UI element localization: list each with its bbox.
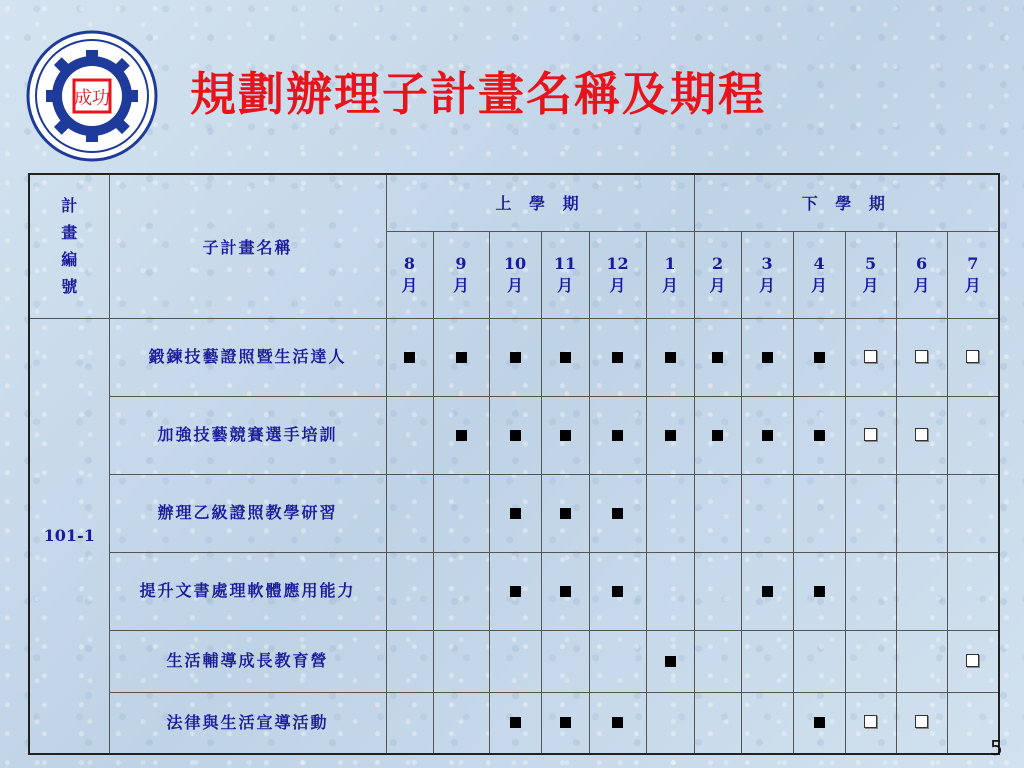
header-month: 4 月 bbox=[793, 231, 845, 318]
schedule-cell bbox=[741, 630, 793, 692]
schedule-cell bbox=[589, 552, 646, 630]
schedule-cell bbox=[694, 630, 741, 692]
school-logo bbox=[26, 30, 158, 162]
plan-code: 101-1 bbox=[29, 318, 109, 754]
schedule-cell bbox=[896, 692, 947, 754]
schedule-cell bbox=[646, 396, 694, 474]
schedule-cell bbox=[541, 630, 589, 692]
schedule-cell bbox=[386, 318, 433, 396]
empty-square-icon bbox=[864, 428, 877, 441]
schedule-cell bbox=[845, 396, 896, 474]
header-month: 12 月 bbox=[589, 231, 646, 318]
filled-square-icon bbox=[665, 352, 676, 363]
schedule-cell bbox=[433, 318, 489, 396]
schedule-cell bbox=[489, 396, 541, 474]
schedule-cell bbox=[694, 692, 741, 754]
schedule-cell bbox=[741, 692, 793, 754]
header-month: 11 月 bbox=[541, 231, 589, 318]
schedule-cell bbox=[489, 552, 541, 630]
header-month: 9 月 bbox=[433, 231, 489, 318]
subplan-name: 法律與生活宣導活動 bbox=[109, 692, 386, 754]
filled-square-icon bbox=[612, 508, 623, 519]
schedule-cell bbox=[386, 396, 433, 474]
filled-square-icon bbox=[456, 430, 467, 441]
schedule-cell bbox=[433, 630, 489, 692]
filled-square-icon bbox=[612, 352, 623, 363]
filled-square-icon bbox=[510, 586, 521, 597]
schedule-cell bbox=[793, 474, 845, 552]
header-first-semester: 上 學 期 bbox=[386, 174, 694, 231]
table-row bbox=[29, 692, 999, 754]
schedule-cell bbox=[433, 396, 489, 474]
subplan-name: 鍛鍊技藝證照暨生活達人 bbox=[109, 318, 386, 396]
table-row bbox=[29, 318, 999, 396]
schedule-cell bbox=[589, 396, 646, 474]
schedule-cell bbox=[589, 318, 646, 396]
filled-square-icon bbox=[712, 352, 723, 363]
filled-square-icon bbox=[404, 352, 415, 363]
page-number: 5 bbox=[990, 736, 1003, 760]
filled-square-icon bbox=[814, 430, 825, 441]
schedule-cell bbox=[947, 474, 999, 552]
schedule-cell bbox=[386, 630, 433, 692]
schedule-cell bbox=[694, 396, 741, 474]
schedule-cell bbox=[845, 552, 896, 630]
filled-square-icon bbox=[814, 352, 825, 363]
schedule-cell bbox=[386, 692, 433, 754]
schedule-cell bbox=[793, 318, 845, 396]
schedule-cell bbox=[433, 692, 489, 754]
filled-square-icon bbox=[665, 656, 676, 667]
empty-square-icon bbox=[864, 350, 877, 363]
schedule-cell bbox=[541, 692, 589, 754]
schedule-cell bbox=[541, 396, 589, 474]
header-month: 5 月 bbox=[845, 231, 896, 318]
schedule-cell bbox=[589, 692, 646, 754]
schedule-cell bbox=[741, 552, 793, 630]
schedule-cell bbox=[646, 474, 694, 552]
schedule-cell bbox=[489, 474, 541, 552]
table-row bbox=[29, 396, 999, 474]
header-month: 6 月 bbox=[896, 231, 947, 318]
schedule-cell bbox=[947, 630, 999, 692]
filled-square-icon bbox=[665, 430, 676, 441]
schedule-cell bbox=[741, 318, 793, 396]
schedule-cell bbox=[793, 630, 845, 692]
schedule-cell bbox=[489, 692, 541, 754]
schedule-cell bbox=[541, 474, 589, 552]
header-plan-no: 計 畫 編 號 bbox=[29, 174, 109, 318]
header-month: 10 月 bbox=[489, 231, 541, 318]
header-plan-name: 子計畫名稱 bbox=[109, 174, 386, 318]
table-row bbox=[29, 552, 999, 630]
header-month: 2 月 bbox=[694, 231, 741, 318]
schedule-cell bbox=[646, 630, 694, 692]
schedule-cell bbox=[541, 318, 589, 396]
schedule-cell bbox=[646, 692, 694, 754]
empty-square-icon bbox=[966, 350, 979, 363]
table-row bbox=[29, 630, 999, 692]
filled-square-icon bbox=[560, 586, 571, 597]
schedule-cell bbox=[646, 552, 694, 630]
schedule-cell bbox=[433, 552, 489, 630]
schedule-table bbox=[28, 173, 1000, 755]
schedule-cell bbox=[793, 692, 845, 754]
empty-square-icon bbox=[966, 654, 979, 667]
svg-text:成功: 成功 bbox=[74, 88, 110, 109]
header-month: 3 月 bbox=[741, 231, 793, 318]
schedule-cell bbox=[896, 630, 947, 692]
schedule-cell bbox=[589, 474, 646, 552]
schedule-cell bbox=[947, 396, 999, 474]
empty-square-icon bbox=[915, 428, 928, 441]
subplan-name: 辦理乙級證照教學研習 bbox=[109, 474, 386, 552]
schedule-cell bbox=[845, 630, 896, 692]
schedule-cell bbox=[694, 474, 741, 552]
schedule-cell bbox=[386, 474, 433, 552]
filled-square-icon bbox=[814, 717, 825, 728]
filled-square-icon bbox=[456, 352, 467, 363]
schedule-cell bbox=[489, 318, 541, 396]
schedule-cell bbox=[896, 396, 947, 474]
schedule-cell bbox=[896, 552, 947, 630]
filled-square-icon bbox=[612, 586, 623, 597]
schedule-cell bbox=[793, 396, 845, 474]
schedule-cell bbox=[947, 318, 999, 396]
schedule-cell bbox=[646, 318, 694, 396]
filled-square-icon bbox=[510, 430, 521, 441]
header-month: 1 月 bbox=[646, 231, 694, 318]
empty-square-icon bbox=[915, 715, 928, 728]
filled-square-icon bbox=[510, 717, 521, 728]
schedule-cell bbox=[896, 474, 947, 552]
schedule-cell bbox=[589, 630, 646, 692]
schedule-cell bbox=[541, 552, 589, 630]
schedule-cell bbox=[694, 552, 741, 630]
schedule-cell bbox=[741, 474, 793, 552]
schedule-cell bbox=[845, 318, 896, 396]
subplan-name: 加強技藝競賽選手培訓 bbox=[109, 396, 386, 474]
schedule-cell bbox=[845, 474, 896, 552]
filled-square-icon bbox=[510, 352, 521, 363]
filled-square-icon bbox=[510, 508, 521, 519]
empty-square-icon bbox=[864, 715, 877, 728]
filled-square-icon bbox=[612, 430, 623, 441]
schedule-cell bbox=[793, 552, 845, 630]
filled-square-icon bbox=[612, 717, 623, 728]
schedule-cell bbox=[489, 630, 541, 692]
schedule-cell bbox=[694, 318, 741, 396]
schedule-cell bbox=[947, 552, 999, 630]
filled-square-icon bbox=[712, 430, 723, 441]
subplan-name: 生活輔導成長教育營 bbox=[109, 630, 386, 692]
filled-square-icon bbox=[560, 430, 571, 441]
schedule-cell bbox=[845, 692, 896, 754]
header-month: 7 月 bbox=[947, 231, 999, 318]
schedule-cell bbox=[741, 396, 793, 474]
filled-square-icon bbox=[762, 352, 773, 363]
header-second-semester: 下 學 期 bbox=[694, 174, 999, 231]
empty-square-icon bbox=[915, 350, 928, 363]
filled-square-icon bbox=[762, 586, 773, 597]
schedule-cell bbox=[386, 552, 433, 630]
filled-square-icon bbox=[560, 508, 571, 519]
subplan-name: 提升文書處理軟體應用能力 bbox=[109, 552, 386, 630]
table-row bbox=[29, 474, 999, 552]
filled-square-icon bbox=[762, 430, 773, 441]
schedule-cell bbox=[433, 474, 489, 552]
schedule-cell bbox=[896, 318, 947, 396]
filled-square-icon bbox=[560, 717, 571, 728]
page-title: 規劃辦理子計畫名稱及期程 bbox=[190, 67, 766, 121]
filled-square-icon bbox=[560, 352, 571, 363]
filled-square-icon bbox=[814, 586, 825, 597]
header-month: 8 月 bbox=[386, 231, 433, 318]
